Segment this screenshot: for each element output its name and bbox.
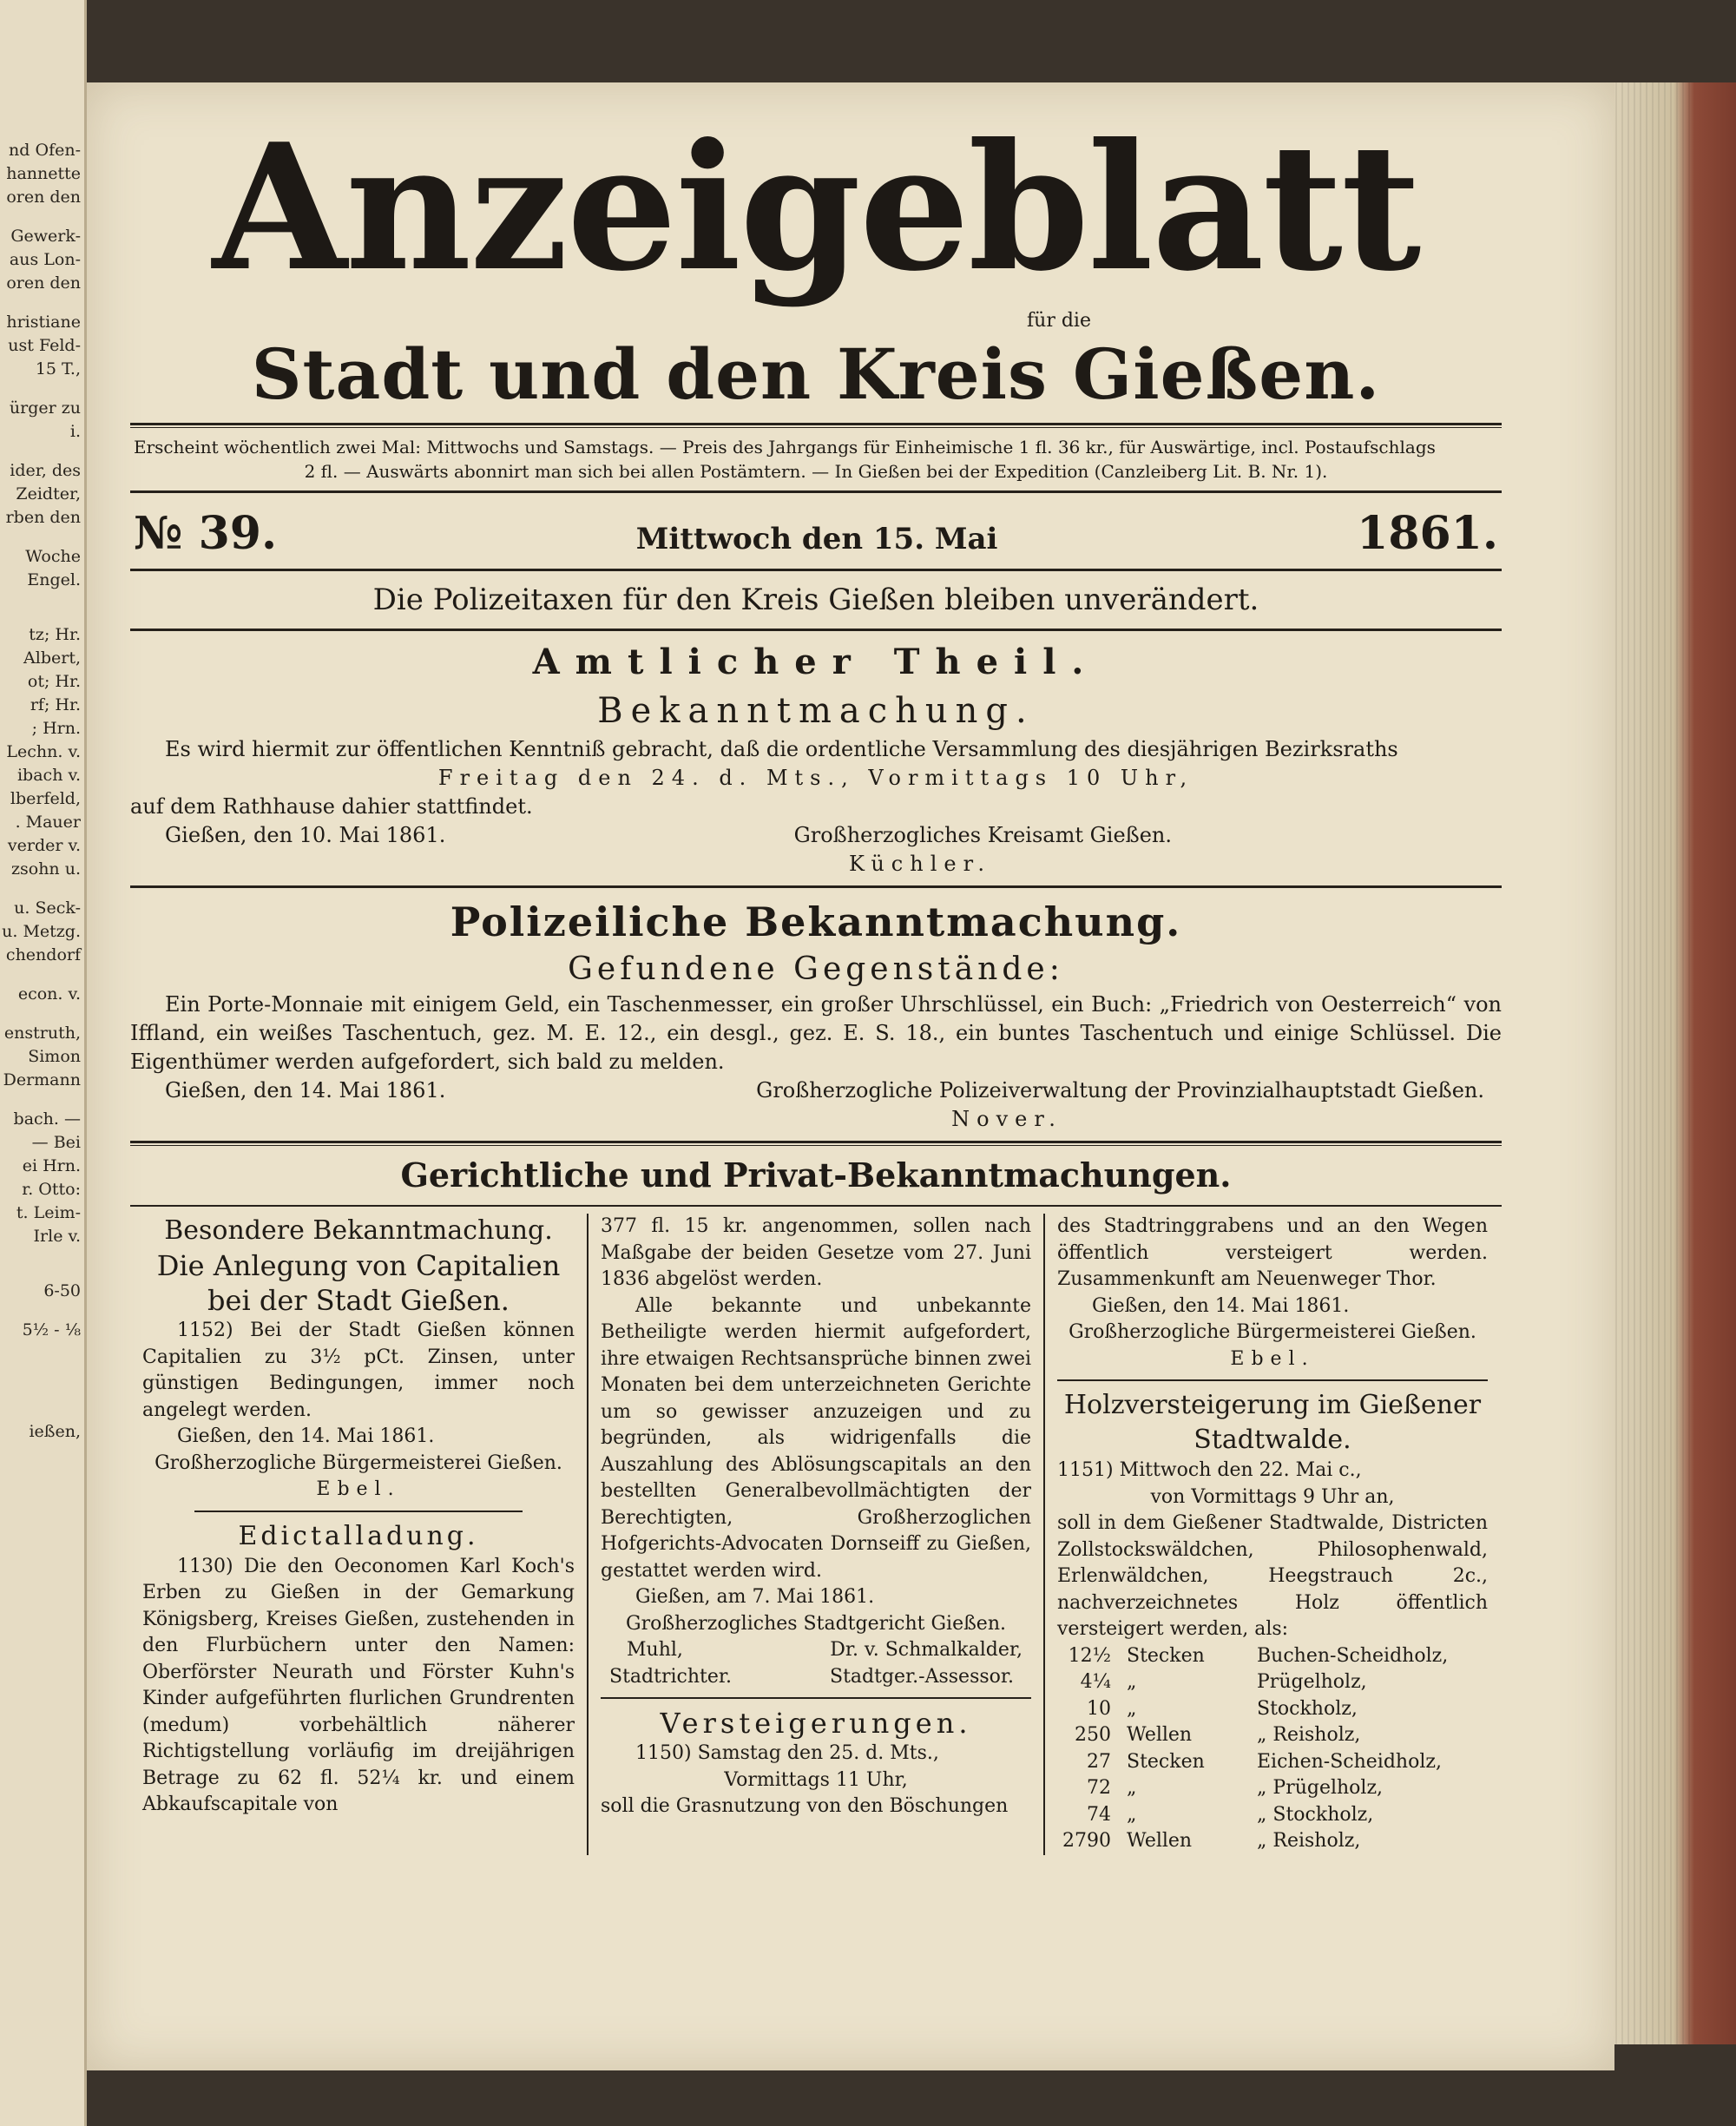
police-notice-title: Polizeiliche Bekanntmachung. — [450, 898, 1182, 945]
left-page-text-fragment: ürger zu — [9, 398, 81, 418]
capital-signer: Ebel. — [316, 1478, 401, 1500]
grass-signer: Ebel. — [1230, 1347, 1315, 1370]
left-page-text-fragment: ießen, — [29, 1422, 81, 1441]
divider — [130, 885, 1502, 888]
grass-authority: Großherzogliche Bürgermeisterei Gießen. — [1069, 1321, 1476, 1343]
capital-authority: Großherzogliche Bürgermeisterei Gießen. — [155, 1451, 562, 1474]
page-content — [130, 82, 1502, 2070]
police-place-date: Gießen, den 14. Mai 1861. — [165, 1078, 446, 1102]
left-page-text-fragment: 15 T., — [35, 359, 81, 378]
capital-heading: Die Anlegung von Capitalien bei der Stadt Gießen. — [156, 1249, 561, 1317]
wood-unit: Wellen — [1127, 1830, 1193, 1852]
official-signature-row — [130, 821, 1502, 850]
auction-body: soll die Grasnutzung von den Böschungen — [601, 1795, 1009, 1817]
newspaper-page — [87, 82, 1614, 2070]
spacer — [0, 881, 84, 897]
three-columns — [130, 1214, 1502, 1855]
left-page-text-fragment: u. Metzg. — [2, 922, 81, 941]
wood-auction-body: soll in dem Gießener Stadtwalde, Districten Zollstockswäldchen, Philosophenwald, Erlenwäldchen, Heegstrauch 2c., nachverzeichnetes Holz öffentlich versteigert werden, als: — [1057, 1512, 1488, 1640]
wood-quantity: 72 — [1087, 1777, 1111, 1799]
left-page-text-fragment: hristiane — [6, 313, 81, 332]
official-authority: Großherzogliches Kreisamt Gießen. — [793, 823, 1172, 847]
left-page-text-fragment: 6-50 — [43, 1281, 81, 1300]
official-notice-body: Es wird hiermit zur öffentlichen Kenntniß gebracht, daß die ordentliche Versammlung des diesjährigen Bezirksraths — [165, 737, 1398, 761]
wood-kind: „ Reisholz, — [1257, 1724, 1361, 1746]
wood-kind: Prügelholz, — [1257, 1671, 1367, 1693]
wood-row — [1057, 1696, 1488, 1723]
subscription-line-2: 2 fl. — Auswärts abonnirt man sich bei allen Postämtern. — In Gießen bei der Expedition (Canzleiberg Lit. B. Nr. 1). — [304, 461, 1328, 482]
left-page-text-fragment: Zeidter, — [16, 484, 81, 504]
spacer — [0, 530, 84, 545]
column-3 — [1043, 1214, 1500, 1855]
wood-kind: „ Stockholz, — [1257, 1803, 1374, 1826]
issue-year: 1861. — [1357, 507, 1498, 560]
wood-unit: „ — [1127, 1697, 1137, 1720]
special-notice-heading: Besondere Bekanntmachung. — [164, 1215, 553, 1246]
left-page-text-fragment: econ. v. — [17, 984, 81, 1004]
edict-summons: Alle bekannte und unbekannte Betheiligte werden hiermit aufgefordert, ihre etwaigen Rechtsansprüche binnen zwei Monaten bei dem unterzeichneten Gerichte um so gewisser anzuzeigen und zu begründen, als widrigenfalls die Auszahlung des Ablösungscapitals an den bestellten Generalbevollmächtigten der Berechtigten, Großherzoglichen Hofgerichts-Advocaten Dornseiff zu Gießen, gestattet werden wird. — [601, 1294, 1031, 1582]
wood-auction-heading: Holzversteigerung im Gießener Stadtwalde. — [1063, 1390, 1482, 1455]
wood-unit: Wellen — [1127, 1724, 1193, 1746]
spacer — [0, 1092, 84, 1108]
wood-auction-date: 1151) Mittwoch den 22. Mai c., — [1057, 1459, 1362, 1481]
left-page-text-fragment: oren den — [6, 188, 81, 207]
spacer — [0, 1373, 84, 1389]
left-page-fragment — [0, 0, 87, 2126]
wood-kind: Stockholz, — [1257, 1697, 1358, 1720]
spacer — [0, 209, 84, 225]
edict-continuation: 377 fl. 15 kr. angenommen, sollen nach Maßgabe der beiden Gesetze vom 27. Juni 1836 abgelöst werden. — [601, 1215, 1031, 1290]
spacer — [0, 295, 84, 311]
official-notice-date: Freitag den 24. d. Mts., Vormittags 10 Uhr, — [437, 766, 1194, 790]
auction-time: Vormittags 11 Uhr, — [724, 1768, 908, 1791]
police-signature-row — [130, 1076, 1502, 1105]
column-2 — [587, 1214, 1043, 1855]
spacer — [0, 381, 84, 397]
court-signer-a: Muhl, — [627, 1639, 683, 1661]
left-page-text-fragment: ider, des — [10, 461, 81, 480]
wood-row — [1057, 1749, 1488, 1776]
left-page-text-fragment: ibach v. — [16, 766, 81, 785]
wood-kind: „ Prügelholz, — [1257, 1777, 1384, 1799]
official-notice-heading: Bekanntmachung. — [597, 691, 1035, 731]
left-page-text-fragment: i. — [69, 422, 81, 441]
left-page-text-fragment: 5½ - ⅛ — [22, 1320, 81, 1339]
left-page-text-fragment: rben den — [5, 508, 81, 527]
left-page-text-fragment: ei Hrn. — [22, 1156, 81, 1175]
official-signer: Küchler. — [848, 852, 992, 876]
divider — [130, 569, 1502, 571]
court-signers — [601, 1637, 1031, 1664]
spacer — [0, 1358, 84, 1373]
left-page-text-fragment: ot; Hr. — [27, 672, 81, 691]
official-section-title: Amtlicher Theil. — [532, 642, 1100, 682]
divider — [130, 1141, 1502, 1146]
grass-auction-body: des Stadtringgrabens und an den Wegen öffentlich versteigert werden. Zusammenkunft am Neuenweger Thor. — [1057, 1215, 1488, 1290]
left-page-text-fragment: t. Leim- — [16, 1203, 81, 1222]
spacer — [0, 1248, 84, 1264]
left-page-text-fragment: Lechn. v. — [6, 742, 81, 761]
wood-quantity: 27 — [1087, 1750, 1111, 1773]
divider — [130, 490, 1502, 493]
wood-kind: Eichen-Scheidholz, — [1257, 1750, 1442, 1773]
issue-row — [130, 500, 1502, 562]
divider — [130, 1205, 1502, 1207]
masthead-fuer-die: für die — [1027, 310, 1091, 332]
left-page-text-fragment: aus Lon- — [9, 250, 81, 269]
left-page-text-fragment: hannette — [6, 164, 81, 183]
left-page-text-fragment: Woche — [25, 547, 81, 566]
wood-unit: Stecken — [1127, 1750, 1205, 1773]
divider — [130, 629, 1502, 631]
spacer — [0, 1303, 84, 1319]
auctions-heading: Versteigerungen. — [660, 1707, 972, 1740]
spacer — [0, 967, 84, 983]
left-page-text-fragment: rf; Hr. — [30, 695, 81, 714]
left-page-text-fragment: Engel. — [27, 570, 81, 589]
court-signer-b: Dr. v. Schmalkalder, — [830, 1639, 1023, 1661]
spacer — [0, 1342, 84, 1358]
spacer — [0, 608, 84, 623]
wood-unit: „ — [1127, 1671, 1137, 1693]
masthead-subtitle: Stadt und den Kreis Gießen. — [251, 333, 1381, 415]
grass-place-date: Gießen, den 14. Mai 1861. — [1092, 1294, 1350, 1317]
left-page-text-fragment: — Bei — [31, 1133, 81, 1152]
spacer — [0, 1264, 84, 1280]
police-notice-subtitle: Gefundene Gegenstände: — [568, 951, 1064, 987]
official-notice-location: auf dem Rathhause dahier stattfindet. — [130, 794, 533, 819]
left-page-text-fragment: r. Otto: — [22, 1180, 81, 1199]
edict-heading: Edictalladung. — [238, 1520, 479, 1551]
police-notice-body: Ein Porte-Monnaie mit einigem Geld, ein Taschenmesser, ein großer Uhrschlüssel, ein Buch: „Friedrich von Oesterreich“ von Iffland, ein weißes Taschentuch, gez. M. E. 12., ein desgl., gez. E. S. 18., ein buntes Taschentuch und einige Schlüssel. Die Eigenthümer werden aufgefordert, sich bald zu melden. — [130, 992, 1502, 1074]
left-page-text-fragment: . Mauer — [15, 813, 81, 832]
left-page-text-fragment: bach. — — [13, 1109, 81, 1129]
capital-place-date: Gießen, den 14. Mai 1861. — [177, 1425, 435, 1447]
spacer — [0, 1006, 84, 1022]
spacer — [0, 1389, 84, 1405]
wood-list — [1057, 1643, 1488, 1855]
divider — [601, 1697, 1031, 1699]
wood-unit: „ — [1127, 1803, 1137, 1826]
column-1 — [130, 1214, 587, 1855]
spacer — [0, 444, 84, 459]
book-edge — [1597, 82, 1736, 2044]
left-page-text-fragment: Dermann — [3, 1070, 81, 1089]
left-page-text-fragment: ust Feld- — [8, 336, 81, 355]
auction-date: 1150) Samstag den 25. d. Mts., — [635, 1742, 939, 1764]
subscription-info — [130, 435, 1502, 484]
wood-quantity: 12½ — [1068, 1644, 1111, 1667]
subscription-line-1: Erscheint wöchentlich zwei Mal: Mittwochs und Samstags. — Preis des Jahrgangs für Einheimische 1 fl. 36 kr., für Auswärtige, incl. Postaufschlags — [134, 437, 1436, 457]
official-place-date: Gießen, den 10. Mai 1861. — [165, 823, 446, 847]
issue-number: № 39. — [134, 507, 278, 560]
wood-quantity: 250 — [1075, 1724, 1111, 1746]
court-private-title: Gerichtliche und Privat-Bekanntmachungen. — [400, 1155, 1232, 1195]
court-authority: Großherzogliches Stadtgericht Gießen. — [626, 1612, 1006, 1635]
spacer — [0, 1405, 84, 1420]
left-page-text-fragment: chendorf — [5, 945, 81, 964]
wood-quantity: 10 — [1087, 1697, 1111, 1720]
left-page-text-fragment: tz; Hr. — [29, 625, 81, 644]
court-place-date: Gießen, am 7. Mai 1861. — [635, 1586, 875, 1608]
wood-quantity: 2790 — [1062, 1830, 1111, 1852]
left-page-text-fragment: Irle v. — [33, 1227, 81, 1246]
police-signer: Nover. — [951, 1107, 1062, 1131]
divider — [194, 1511, 523, 1512]
left-page-text-fragment: zsohn u. — [11, 859, 81, 879]
wood-kind: Buchen-Scheidholz, — [1257, 1644, 1449, 1667]
wood-row — [1057, 1722, 1488, 1749]
court-roles — [601, 1664, 1031, 1691]
left-page-text-fragment: oren den — [6, 273, 81, 293]
left-page-text-fragment: nd Ofen- — [9, 141, 81, 160]
left-page-text-fragment: Gewerk- — [10, 227, 81, 246]
wood-unit: „ — [1127, 1777, 1137, 1799]
wood-row — [1057, 1669, 1488, 1696]
court-role-b: Stadtger.-Assessor. — [830, 1665, 1014, 1688]
issue-date: Mittwoch den 15. Mai — [635, 522, 998, 556]
divider — [1057, 1379, 1488, 1381]
wood-quantity: 74 — [1087, 1803, 1111, 1826]
left-page-text-fragment: enstruth, — [3, 1024, 81, 1043]
divider — [130, 423, 1502, 428]
wood-row — [1057, 1775, 1488, 1802]
wood-unit: Stecken — [1127, 1644, 1205, 1667]
left-page-text-fragment: ; Hrn. — [31, 719, 81, 738]
wood-auction-time: von Vormittags 9 Uhr an, — [1150, 1485, 1395, 1508]
masthead-title: Anzeigeblatt — [212, 106, 1420, 310]
capital-body: 1152) Bei der Stadt Gießen können Capitalien zu 3½ pCt. Zinsen, unter günstigen Bedingungen, immer noch angelegt werden. — [142, 1320, 575, 1421]
wood-row — [1057, 1828, 1488, 1855]
wood-row — [1057, 1643, 1488, 1670]
edict-body: 1130) Die den Oeconomen Karl Koch's Erben zu Gießen in der Gemarkung Königsberg, Kreises Gießen, zustehenden in den Flurbüchern unter den Namen: Oberförster Neurath und Förster Kuhn's Kinder aufgeführten flurlichen Grundrenten (medum) vorbehältlich näherer Richtigstellung vorläufig im dreijährigen Betrage zu 62 fl. 52¼ kr. und einem Abkaufscapitale von — [142, 1555, 575, 1815]
court-role-a: Stadtrichter. — [609, 1665, 732, 1688]
spacer — [0, 592, 84, 608]
left-page-text-fragment: lberfeld, — [10, 789, 81, 808]
police-authority: Großherzogliche Polizeiverwaltung der Provinzialhauptstadt Gießen. — [756, 1078, 1484, 1102]
wood-row — [1057, 1802, 1488, 1829]
police-tax-notice: Die Polizeitaxen für den Kreis Gießen bleiben unverändert. — [372, 583, 1259, 617]
left-page-text-fragment: verder v. — [7, 836, 81, 855]
wood-quantity: 4¼ — [1080, 1671, 1111, 1693]
left-page-text-fragment: Simon — [28, 1047, 81, 1066]
left-page-text-fragment: Albert, — [23, 648, 81, 668]
wood-kind: „ Reisholz, — [1257, 1830, 1361, 1852]
left-page-text-fragment: u. Seck- — [14, 898, 81, 918]
